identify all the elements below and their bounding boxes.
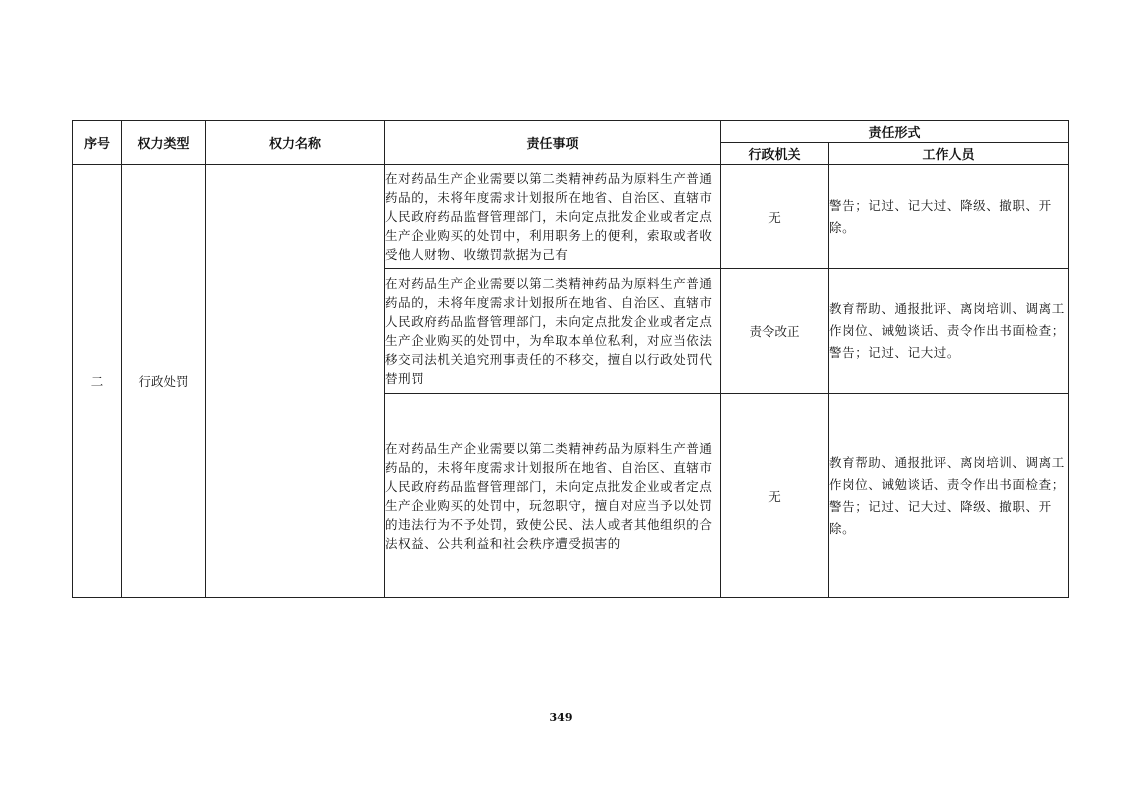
page-number: 349 (549, 711, 573, 724)
header-power-type: 权力类型 (122, 121, 206, 165)
staff-cell: 教育帮助、通报批评、离岗培训、调离工作岗位、诫勉谈话、责令作出书面检查；警告；记过、记大过。 (829, 269, 1069, 394)
table-row (73, 165, 1069, 269)
header-row (73, 121, 1069, 143)
header-agency: 行政机关 (721, 143, 829, 165)
duty-cell: 在对药品生产企业需要以第二类精神药品为原料生产普通药品的，未将年度需求计划报所在地省、自治区、直辖市人民政府药品监督管理部门，未向定点批发企业或者定点生产企业购买的处罚中，利用职务上的便利，索取或者收受他人财物、收缴罚款据为己有 (385, 165, 721, 269)
agency-cell: 无 (721, 394, 829, 598)
header-duty: 责任事项 (385, 121, 721, 165)
group-seq: 二 (73, 165, 122, 598)
staff-cell: 教育帮助、通报批评、离岗培训、调离工作岗位、诫勉谈话、责令作出书面检查；警告；记过、记大过、降级、撤职、开除。 (829, 394, 1069, 598)
header-staff: 工作人员 (829, 143, 1069, 165)
header-form: 责任形式 (721, 121, 1069, 143)
header-seq: 序号 (73, 121, 122, 165)
duty-cell: 在对药品生产企业需要以第二类精神药品为原料生产普通药品的，未将年度需求计划报所在地省、自治区、直辖市人民政府药品监督管理部门，未向定点批发企业或者定点生产企业购买的处罚中，玩忽职守，擅自对应当予以处罚的违法行为不予处罚，致使公民、法人或者其他组织的合法权益、公共利益和社会秩序遭受损害的 (385, 394, 721, 598)
agency-cell: 责令改正 (721, 269, 829, 394)
header-power-name: 权力名称 (206, 121, 385, 165)
group-power-type: 行政处罚 (122, 165, 206, 598)
duty-cell: 在对药品生产企业需要以第二类精神药品为原料生产普通药品的，未将年度需求计划报所在地省、自治区、直辖市人民政府药品监督管理部门，未向定点批发企业或者定点生产企业购买的处罚中，为牟取本单位私利，对应当依法移交司法机关追究刑事责任的不移交，擅自以行政处罚代替刑罚 (385, 269, 721, 394)
agency-cell: 无 (721, 165, 829, 269)
responsibility-table (72, 120, 1069, 598)
group-power-name (206, 165, 385, 598)
staff-cell: 警告；记过、记大过、降级、撤职、开除。 (829, 165, 1069, 269)
